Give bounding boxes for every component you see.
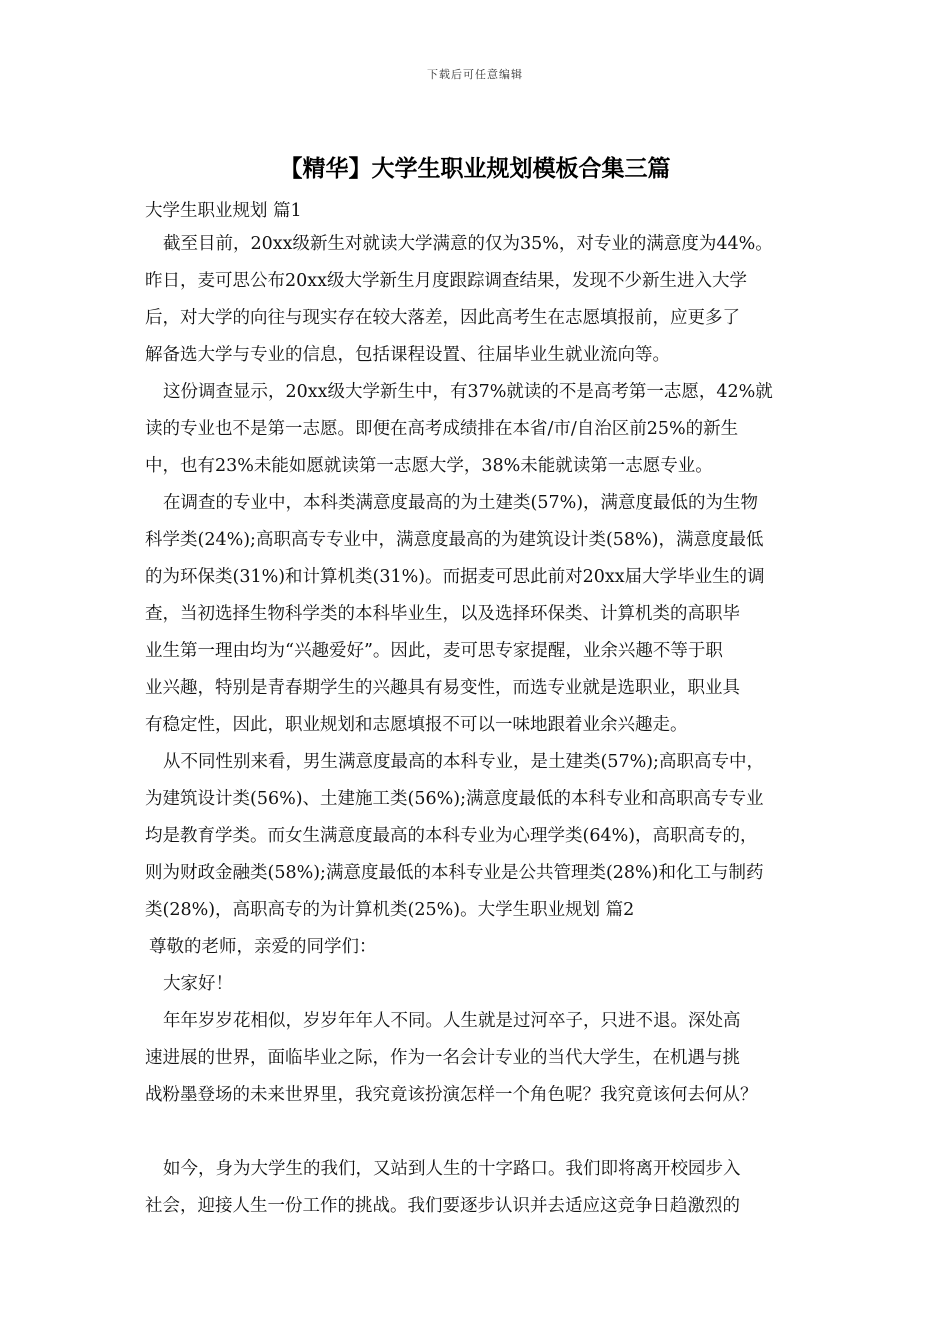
paragraph-lines [145, 226, 835, 1225]
header-note: 下载后可任意编辑 [427, 68, 523, 81]
text-line: 有稳定性，因此，职业规划和志愿填报不可以一味地跟着业余兴趣走。 [145, 715, 688, 735]
text-line: 解备选大学与专业的信息，包括课程设置、往届毕业生就业流向等。 [145, 345, 670, 365]
text-line: 从不同性别来看，男生满意度最高的本科专业，是土建类(57%);高职高专中， [163, 752, 764, 772]
text-line: 昨日，麦可思公布20xx级大学新生月度跟踪调查结果，发现不少新生进入大学 [145, 271, 748, 291]
text-line: 科学类(24%);高职高专专业中，满意度最高的为建筑设计类(58%)，满意度最低 [145, 530, 764, 550]
document-title: 【精华】大学生职业规划模板合集三篇 [279, 155, 671, 182]
text-line: 年年岁岁花相似，岁岁年年人不同。人生就是过河卒子，只进不退。深处高 [163, 1011, 741, 1031]
text-line: 尊敬的老师，亲爱的同学们： [149, 937, 377, 957]
text-line: 均是教育学类。而女生满意度最高的本科专业为心理学类(64%)，高职高专的， [145, 826, 758, 846]
text-line: 后，对大学的向往与现实存在较大落差，因此高考生在志愿填报前，应更多了 [145, 308, 740, 328]
text-line: 读的专业也不是第一志愿。即便在高考成绩排在本省/市/自治区前25%的新生 [145, 419, 739, 439]
text-line: 查，当初选择生物科学类的本科毕业生，以及选择环保类、计算机类的高职毕 [145, 604, 740, 624]
text-line: 如今，身为大学生的我们，又站到人生的十字路口。我们即将离开校园步入 [163, 1159, 741, 1179]
text-line: 类(28%)，高职高专的为计算机类(25%)。大学生职业规划 篇2 [145, 900, 635, 920]
text-line: 业兴趣，特别是青春期学生的兴趣具有易变性，而选专业就是选职业，职业具 [145, 678, 740, 698]
blank-line [145, 1114, 835, 1151]
text-line: 为建筑设计类(56%)、土建施工类(56%);满意度最低的本科专业和高职高专专业 [145, 789, 764, 809]
text-line: 业生第一理由均为“兴趣爱好”。因此，麦可思专家提醒，业余兴趣不等于职 [145, 641, 723, 661]
text-line: 则为财政金融类(58%);满意度最低的本科专业是公共管理类(28%)和化工与制药 [145, 863, 764, 883]
text-line: 在调查的专业中，本科类满意度最高的为土建类(57%)，满意度最低的为生物 [163, 493, 759, 513]
section-heading: 大学生职业规划 篇1 [145, 201, 302, 221]
text-line: 大家好！ [163, 974, 233, 994]
document-body [145, 196, 835, 1225]
text-line: 战粉墨登场的未来世界里，我究竟该扮演怎样一个角色呢？我究竟该何去何从？ [145, 1085, 758, 1105]
text-line: 中，也有23%未能如愿就读第一志愿大学，38%未能就读第一志愿专业。 [145, 456, 713, 476]
text-line: 速进展的世界，面临毕业之际，作为一名会计专业的当代大学生，在机遇与挑 [145, 1048, 740, 1068]
text-line: 社会，迎接人生一份工作的挑战。我们要逐步认识并去适应这竞争日趋激烈的 [145, 1196, 740, 1216]
text-line: 的为环保类(31%)和计算机类(31%)。而据麦可思此前对20xx届大学毕业生的调 [145, 567, 765, 587]
text-line: 这份调查显示，20xx级大学新生中，有37%就读的不是高考第一志愿，42%就 [163, 382, 773, 402]
text-line: 截至目前，20xx级新生对就读大学满意的仅为35%，对专业的满意度为44%。 [163, 234, 773, 254]
